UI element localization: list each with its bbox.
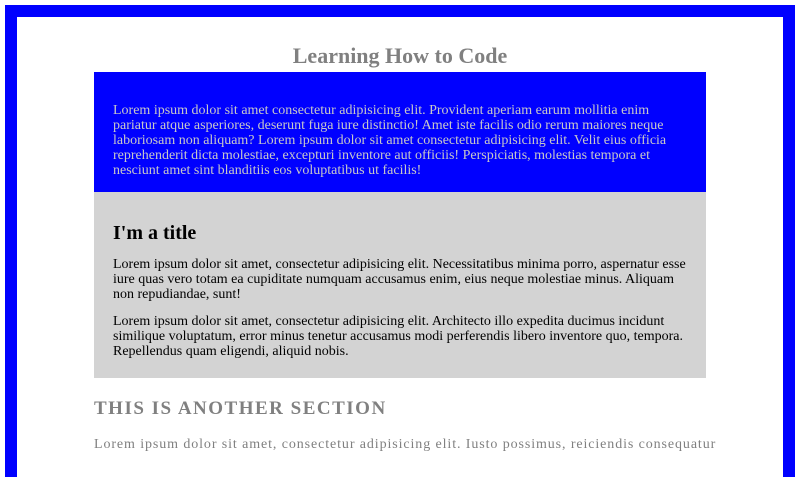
card-title: I'm a title <box>113 222 197 244</box>
intro-section <box>94 72 706 192</box>
page-title: Learning How to Code <box>292 43 508 68</box>
section-text: Lorem ipsum dolor sit amet, consectetur adipisicing elit. Iusto possimus, reiciendis consequatur <box>94 437 717 452</box>
card-paragraph: Lorem ipsum dolor sit amet, consectetur adipisicing elit. Necessitatibus minima porro, aspernatur esse iure quas vero totam ea cupiditate numquam accusamus enim, eius neque molestiae minus. Aliquam non repudiandae, sunt! <box>113 257 686 302</box>
section-heading: THIS IS ANOTHER SECTION <box>94 398 387 419</box>
card-section <box>94 192 706 378</box>
page-frame <box>5 5 795 477</box>
card-paragraph: Lorem ipsum dolor sit amet, consectetur adipisicing elit. Architecto illo expedita ducimus incidunt similique voluptatum, error minus tenetur accusamus modi perferendis libero inventore quo, tempora. Repellendus quam eligendi, aliquid nobis. <box>113 314 683 359</box>
intro-text: Lorem ipsum dolor sit amet consectetur adipisicing elit. Provident aperiam earum mollitia enim pariatur atque asperiores, deserunt fuga iure distinctio! Amet iste facilis odio rerum maiores neque laboriosam non aliquam? Lorem ipsum dolor sit amet consectetur adipisicing elit. Velit eius officia reprehenderit dicta molestiae, excepturi inventore aut officiis! Perspiciatis, molestias tempora et nesciunt amet sint blanditiis eos voluptatibus ut facilis! <box>113 103 667 178</box>
